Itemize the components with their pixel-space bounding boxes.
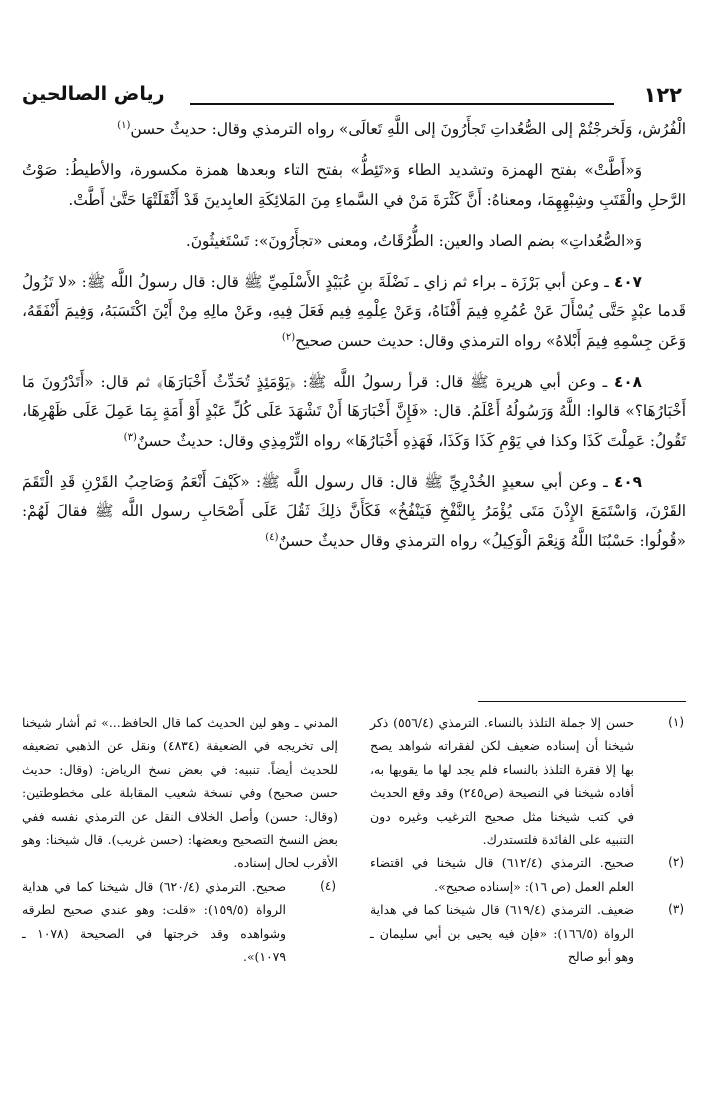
footnote-number: (٤) <box>320 878 336 893</box>
hadith-number-409: ٤٠٩ <box>613 472 642 491</box>
footnote-separator <box>478 701 686 702</box>
hadith-407: ٤٠٧ ـ وعن أبي بَرْزَة ـ براء ثم زاي ـ نَضْلَةَ بنِ عُبَيْدٍ الأَسْلَمِيِّ ﷺ قال: قال رسولُ اللَّه ﷺ: «لا تَزُولُ قَدما عبْدٍ حَتَّى يُسْأَلَ عَنْ عُمُرِهِ فِيمَ أَفْنَاهُ، وَعَنْ عِلْمِهِ فِيم فَعَلَ فِيهِ، وعَنْ مالِهِ مِنْ أَيْنَ اكْتَسَبَهُ، وَفِيمَ أَنْفَقَهُ، وَعَن جِسْمِهِ فِيمَ أَبْلاهُ» رواه الترمذي وقال: حديث حسن صحيح$^{(٢)}$ <box>22 273 686 350</box>
main-text <box>22 115 686 556</box>
footnote-ref-1[interactable]: (١) <box>117 119 131 131</box>
gloss-paragraph-atat: وَ«أَطَّتْ» بفتح الهمزة وتشديد الطاء وَ«تَئِطُّ» بفتح التاء وبعدها همزة مكسورة، والأطيطُ: صَوْتُ الرَّحلِ والْقَتَبِ وشِبْهِهِمَا، ومعناهُ: أَنَّ كَثْرَةَ مَنْ في السَّماءِ مِنَ المَلائِكَةِ العابِدينَ قَدْ أَثْقَلَتْهَا حَتَّىٰ أَطَّتْ. <box>22 161 686 209</box>
hadith-408: ٤٠٨ ـ وعن أبي هريرة ﷺ قال: قرأ رسولُ اللَّه ﷺ: ﴿يَوْمَئِذٍ تُحَدِّثُ أَخْبَارَهَا﴾ ثم قال: «أَتَدْرُونَ مَا أَخْبَارُهَا؟» قالوا: اللَّهُ وَرَسُولُهُ أَعْلَمُ. قال: «فَإِنَّ أَخْبَارَهَا أَنْ تَشْهَدَ عَلَى كُلِّ عَبْدٍ أَوْ أَمَةٍ بِمَا عَمِلَ عَلَى ظَهْرِهَا، تَقُولُ: عَمِلْتَ كَذَا وكذا في يَوْمِ كَذَا وَكَذَا، فَهَذِهِ أَخْبَارُهَا» رواه التِّرْمِذِي وقال: حديثٌ حسنٌ$^{(٣)}$ <box>22 373 686 450</box>
footnote-text: المدني ـ وهو لين الحديث كما قال الحافظ...» ثم أشار شيخنا إلى تخريجه في الضعيفة (٤٨٣٤) ونقل عن الذهبي تضعيفه للحديث أيضاً. تنبيه: في بعض نسخ الرياض: (وقال: حديث حسن صحيح) وفي نسخة شعيب المقابلة على مخطوطتين: (وقال: حسن) وأصل الخلاف النقل عن الترمذي نفسه ففي بعض النسخ التصحيح وبعضها: (حسن غريب). قال شيخنا: وهو الأقرب لحال إسناده. <box>22 715 338 871</box>
footnote-ref-2[interactable]: (٢) <box>281 331 296 343</box>
footnote-text: ضعيف. الترمذي (٦١٩/٤) قال شيخنا كما في هداية الرواة (١٦٦/٥): «فإن فيه يحيى بن أبي سليمان ـ وهو أبو صالح <box>370 902 634 965</box>
footnote-2 <box>370 851 686 898</box>
footnote-text: صحيح. الترمذي (٦١٢/٤) قال شيخنا في اقتضاء العلم العمل (ص ١٦): «إسناده صحيح». <box>370 855 635 894</box>
continued-paragraph: الْفُرُش، وَلَخرجْتُمْ إلى الصُّعُداتِ تَجأَرُونَ إلى اللَّهِ تَعالَى» رواه الترمذي وقال: حديثٌ حسن$^{(١)}$ <box>117 119 686 138</box>
footnote-text: صحيح. الترمذي (٦٢٠/٤) قال شيخنا كما في هداية الرواة (١٥٩/٥): «قلت: وهو عندي صحيح لطرقه وشواهده وقد خرجتها في الصحيحة (١٠٧٨ ـ ١٠٧٩)». <box>22 878 286 965</box>
footnote-text: حسن إلا جملة التلذذ بالنساء. الترمذي (٥٥٦/٤) ذكر شيخنا أن إسناده ضعيف لكن لفقراته شواهد يصح بها إلا فقرة التلذذ بالنساء فلم يجد لها ما يقويها به، أفاده شيخنا في النصيحة (ص٢٤٥) وقد وقع الحديث في كتب شيخنا مثل صحيح الترغيب وغيره دون التنبيه على الفائدة فلتستدرك. <box>370 715 635 848</box>
header-rule <box>190 103 614 105</box>
footnote-1 <box>370 711 686 851</box>
footnote-column-right <box>370 711 686 968</box>
footnote-number: (٢) <box>668 855 684 870</box>
footnote-ref-3[interactable]: (٣) <box>123 431 137 443</box>
hadith-number-407: ٤٠٧ <box>613 273 642 292</box>
page-number: ١٢٢ <box>643 83 682 107</box>
book-title: رياض الصالحين <box>22 83 165 105</box>
footnote-number: (١) <box>668 715 684 729</box>
hadith-409: ٤٠٩ ـ وعن أبي سعيدٍ الخُدْرِيِّ ﷺ قال: قال رسول اللَّه ﷺ: «كَيْفَ أَنْعَمُ وَصَاحِبُ القَرْنِ قَدِ الْتَقَمَ القَرْنَ، وَاسْتَمَعَ الإِذْنَ مَتَى يُؤْمَرُ بِالنَّفْخِ فَيَنْفُخُ» فَكَأَنَّ ذلِكَ ثَقُلَ عَلَى أَصْحَابِ رسول اللَّه ﷺ فقالَ لَهُمْ: «قُولُوا: حَسْبُنَا اللَّهُ وَنِعْمَ الْوَكِيلُ» رواه الترمذي وقال حديثٌ حسنٌ$^{(٤)}$ <box>22 472 686 550</box>
hadith-number-408: ٤٠٨ <box>613 373 642 392</box>
gloss-paragraph-suudat: وَ«الصُّعُداتِ» بضم الصاد والعين: الطُّرُقَاتُ، ومعنى «تجأَرُونَ»: تَسْتَغيثُونَ. <box>185 231 642 250</box>
footnote-ref-4[interactable]: (٤) <box>265 531 279 543</box>
footnote-3 <box>370 898 686 968</box>
footnote-number: (٣) <box>668 902 684 917</box>
running-header <box>22 83 686 113</box>
footnote-4 <box>22 875 338 969</box>
footnote-column-left <box>22 711 338 968</box>
book-page <box>22 75 686 1085</box>
footnote-3-continued <box>22 711 338 875</box>
footnotes <box>22 711 686 1091</box>
